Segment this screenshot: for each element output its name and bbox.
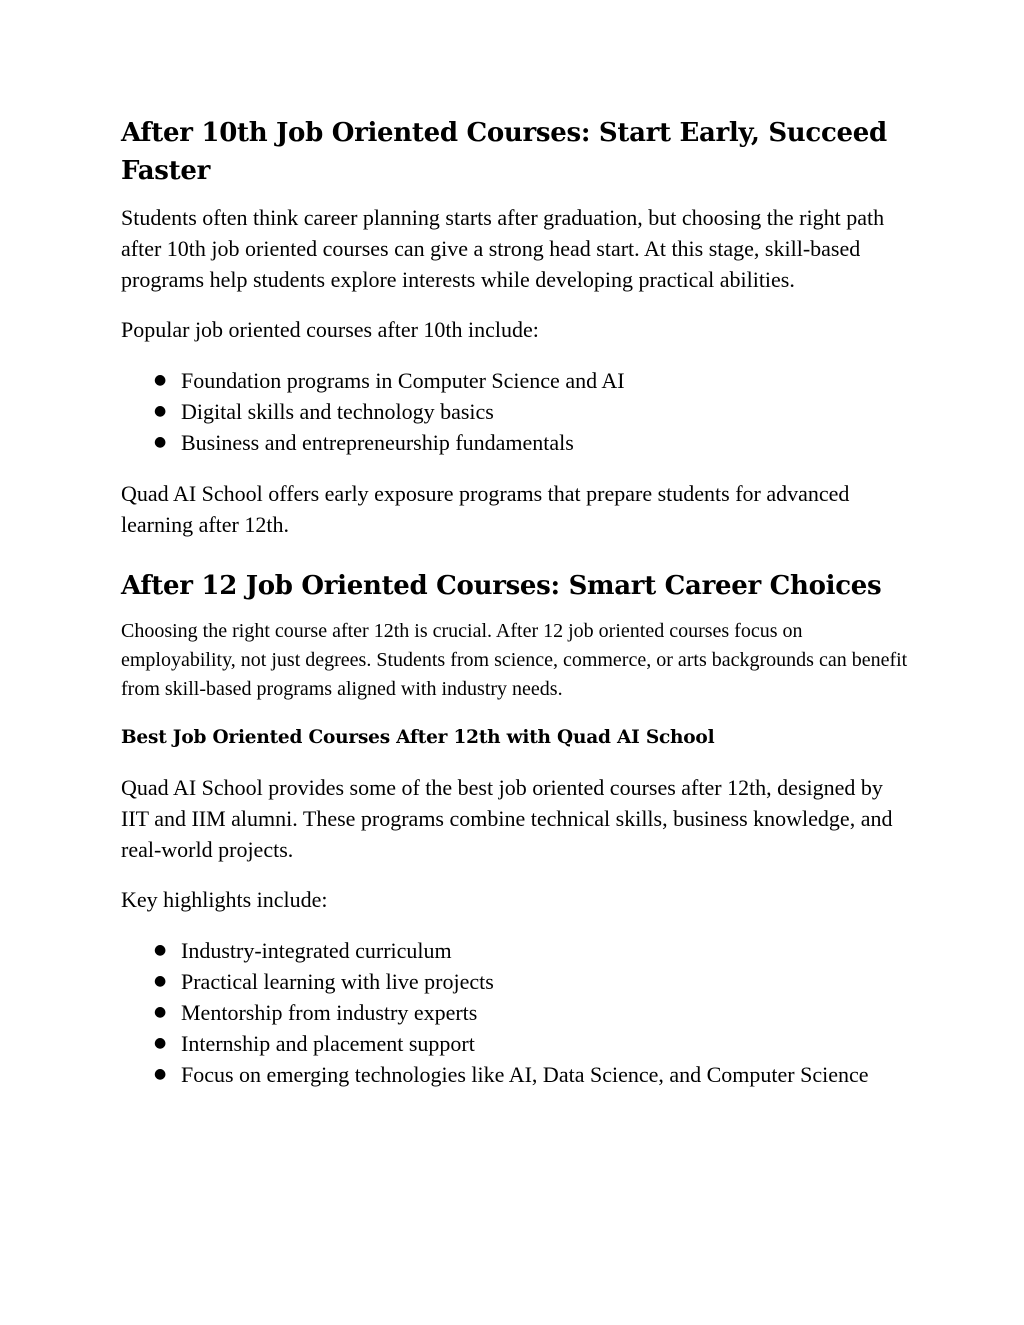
list-item-text: Industry-integrated curriculum bbox=[181, 938, 452, 963]
list-item bbox=[121, 427, 911, 458]
section2-subheading: Best Job Oriented Courses After 12th with Quad AI School bbox=[121, 727, 715, 748]
section1-intro: Students often think career planning starts after graduation, but choosing the right path after 10th job oriented courses can give a strong head start. At this stage, skill-based programs help students explore interests while developing practical abilities. bbox=[121, 205, 885, 292]
bullet-icon: ● bbox=[154, 403, 167, 419]
list-item-text: Foundation programs in Computer Science and AI bbox=[181, 368, 625, 393]
list-item bbox=[121, 1028, 911, 1059]
bullet-icon: ● bbox=[154, 973, 167, 989]
section2-intro: Choosing the right course after 12th is crucial. After 12 job oriented courses focus on employability, not just degrees. Students from science, commerce, or arts backgrounds can benefit from skill-based programs aligned with industry needs. bbox=[121, 620, 908, 700]
bullet-icon: ● bbox=[154, 372, 167, 388]
list-item-text: Practical learning with live projects bbox=[181, 969, 494, 994]
list-item-text: Business and entrepreneurship fundamentals bbox=[181, 430, 574, 455]
list-item bbox=[121, 966, 911, 997]
section2-list-intro: Key highlights include: bbox=[121, 887, 328, 912]
list-item-text: Internship and placement support bbox=[181, 1031, 475, 1056]
section2-title: After 12 Job Oriented Courses: Smart Career Choices bbox=[121, 571, 882, 601]
list-item bbox=[121, 396, 911, 427]
bullet-icon: ● bbox=[154, 1066, 167, 1082]
bullet-icon: ● bbox=[154, 434, 167, 450]
list-item-text: Digital skills and technology basics bbox=[181, 399, 494, 424]
list-item-text: Mentorship from industry experts bbox=[181, 1000, 478, 1025]
section2-list bbox=[121, 935, 911, 1090]
section1-title: After 10th Job Oriented Courses: Start Early, Succeed Faster bbox=[121, 118, 887, 186]
section1-closing: Quad AI School offers early exposure programs that prepare students for advanced learning after 12th. bbox=[121, 481, 850, 537]
document-page bbox=[121, 114, 911, 1090]
list-item bbox=[121, 997, 911, 1028]
bullet-icon: ● bbox=[154, 942, 167, 958]
list-item bbox=[121, 365, 911, 396]
bullet-icon: ● bbox=[154, 1035, 167, 1051]
list-item bbox=[121, 1059, 911, 1090]
section2-body: Quad AI School provides some of the best job oriented courses after 12th, designed by IIT and IIM alumni. These programs combine technical skills, business knowledge, and real-world projects. bbox=[121, 775, 893, 862]
list-item-text: Focus on emerging technologies like AI, Data Science, and Computer Science bbox=[181, 1062, 869, 1087]
bullet-icon: ● bbox=[154, 1004, 167, 1020]
list-item bbox=[121, 935, 911, 966]
section1-list bbox=[121, 365, 911, 458]
section1-list-intro: Popular job oriented courses after 10th include: bbox=[121, 317, 539, 342]
